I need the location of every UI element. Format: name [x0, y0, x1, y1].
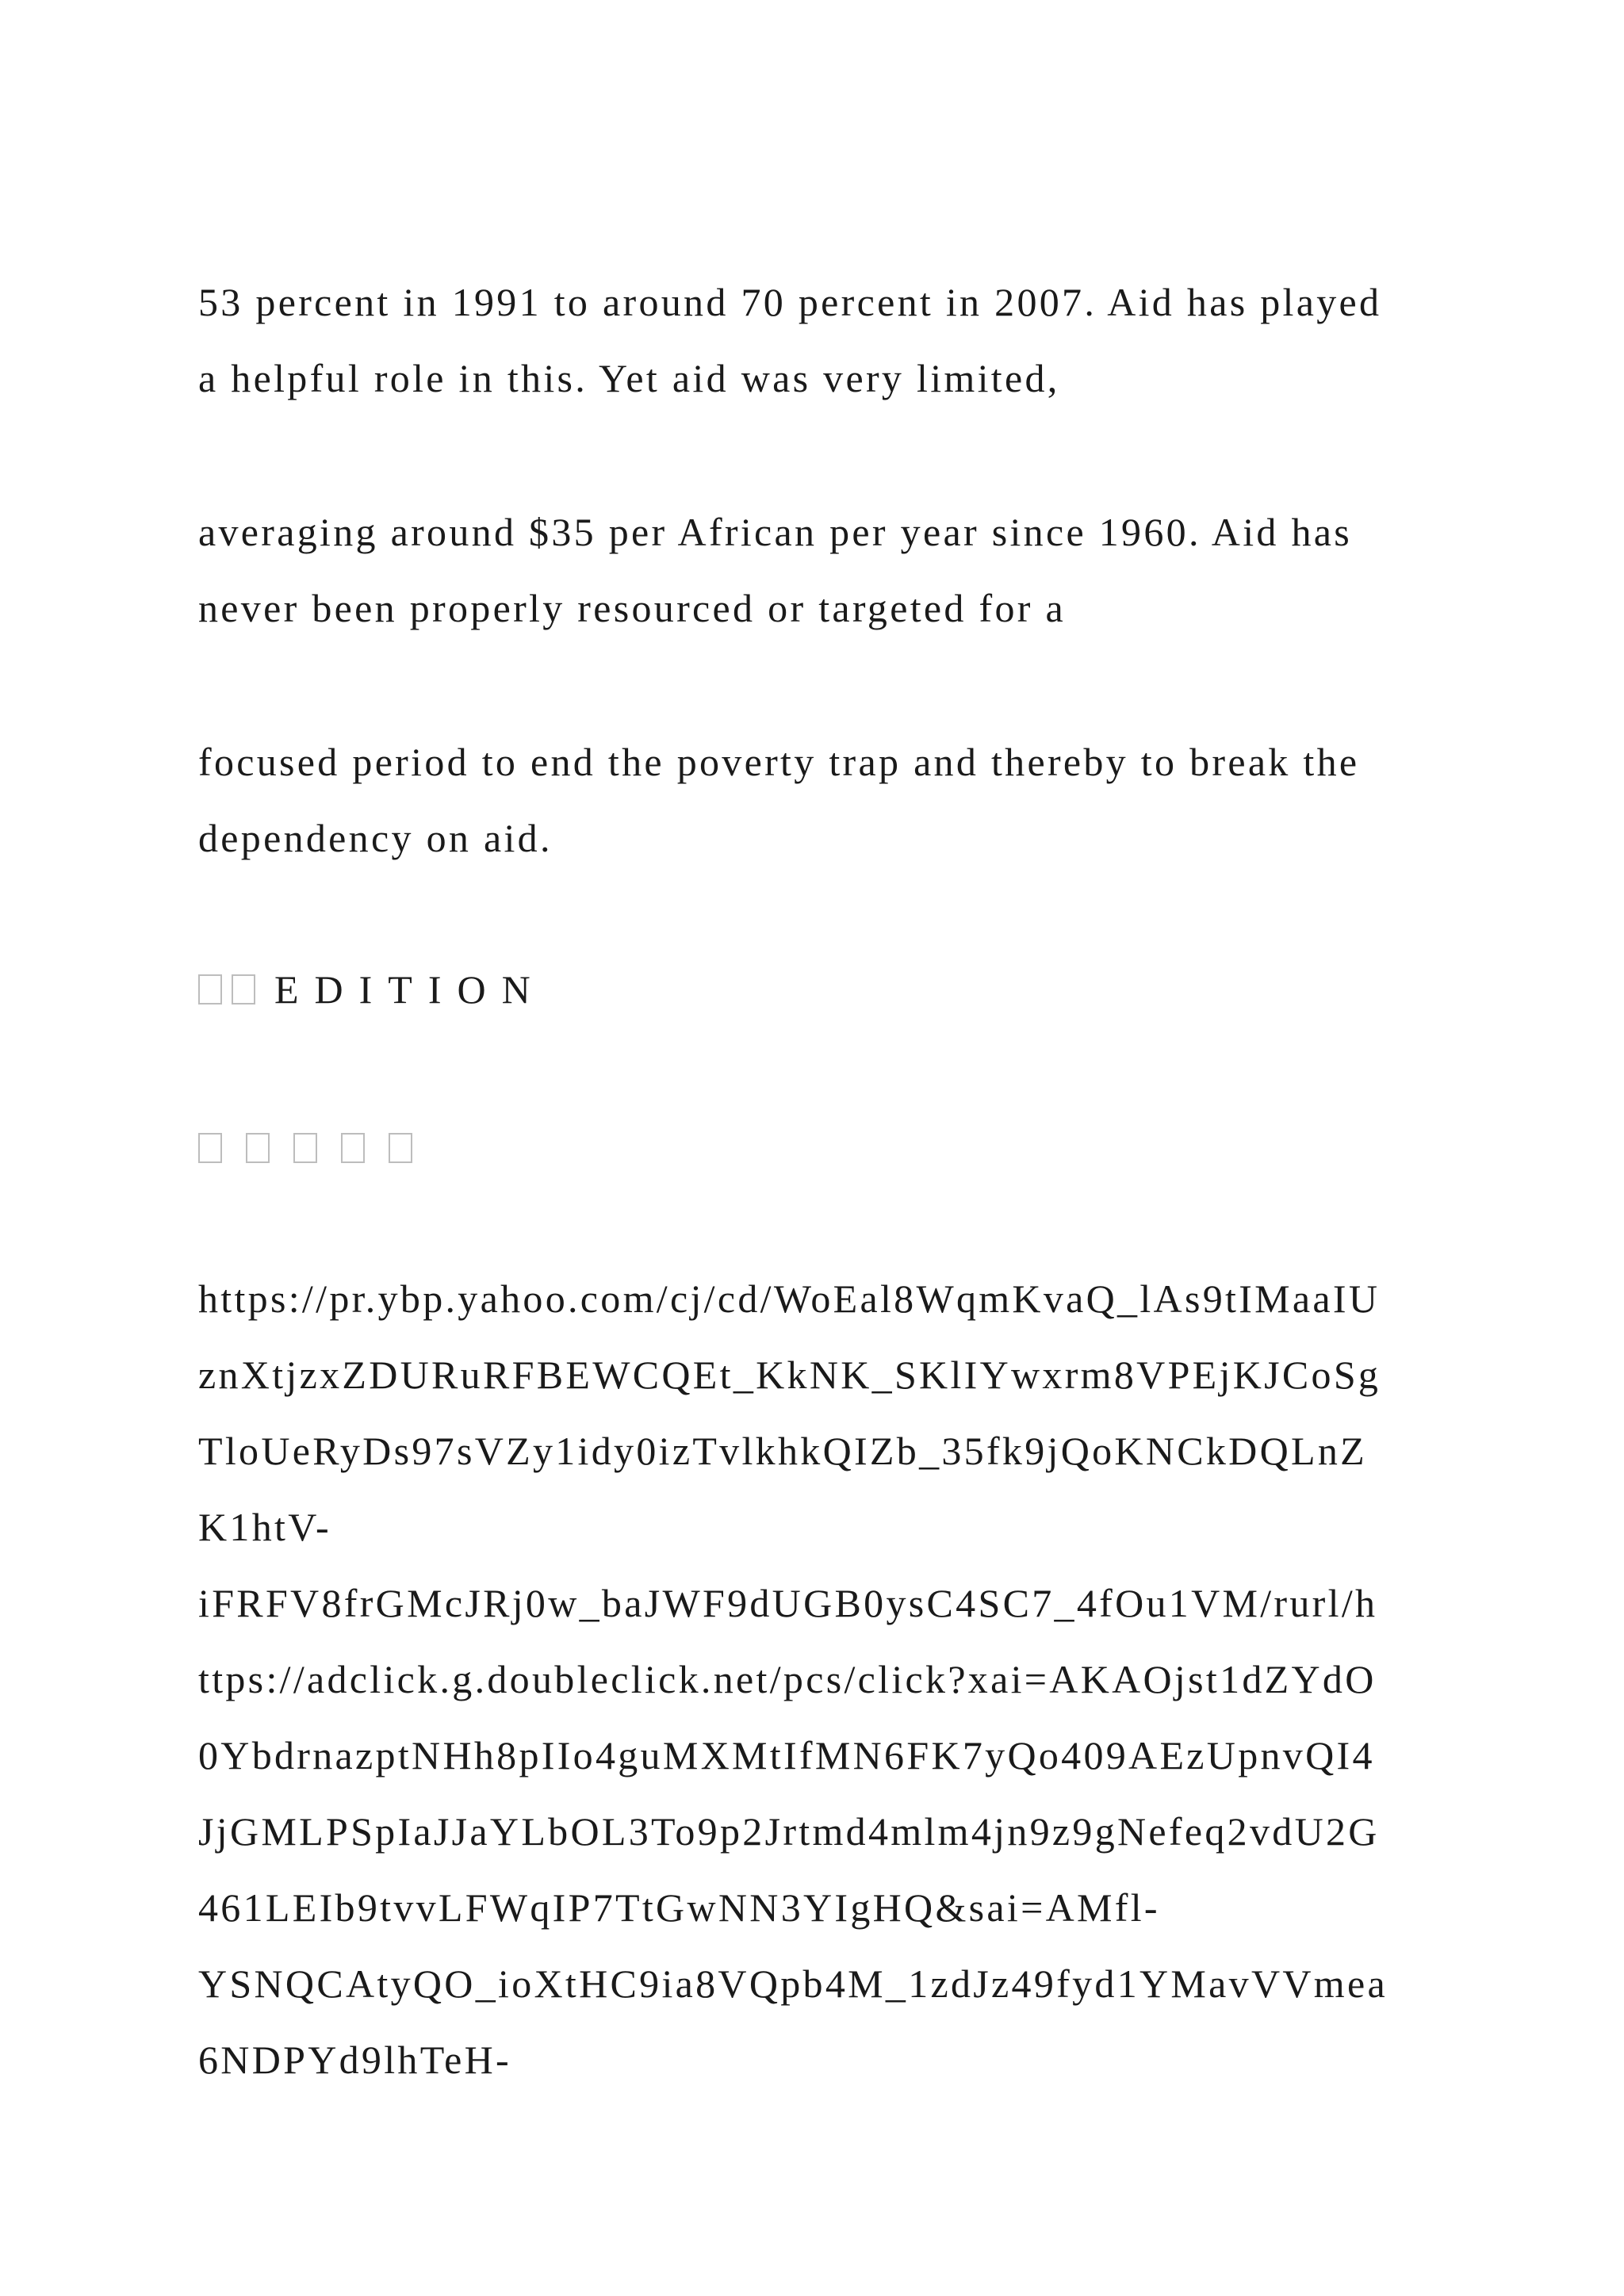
url-line: https://pr.ybp.yahoo.com/cj/cd/WoEal8WqmKvaQ_lAs9tIMaaIU [198, 1276, 1381, 1321]
edition-heading [198, 951, 546, 1027]
paragraph-3 [198, 724, 1451, 876]
paragraph-2 [198, 494, 1451, 646]
url-line: znXtjzxZDURuRFBEWCQEt_KkNK_SKlIYwxrm8VPEjKJCoSg [198, 1353, 1381, 1397]
paragraph-line: a helpful role in this. Yet aid was very limited, [198, 356, 1060, 400]
missing-glyph-icon [389, 1133, 412, 1163]
url-block [198, 1261, 1467, 2098]
missing-glyph-icon [246, 1133, 270, 1163]
url-line: YSNQCAtyQO_ioXtHC9ia8VQpb4M_1zdJz49fyd1YMavVVmea [198, 1961, 1388, 2006]
paragraph-line: averaging around $35 per African per year since 1960. Aid has [198, 510, 1353, 554]
url-line: TloUeRyDs97sVZy1idy0izTvlkhkQIZb_35fk9jQoKNCkDQLnZ [198, 1429, 1367, 1473]
missing-glyph-icon [232, 974, 255, 1004]
paragraph-line: focused period to end the poverty trap and thereby to break the [198, 740, 1360, 784]
url-line: iFRFV8frGMcJRj0w_baJWF9dUGB0ysC4SC7_4fOu1VM/rurl/h [198, 1581, 1378, 1625]
url-line: 6NDPYd9lhTeH- [198, 2038, 511, 2082]
url-line: K1htV- [198, 1505, 331, 1549]
url-line: 0YbdrnazptNHh8pIIo4guMXMtIfMN6FK7yQo409AEzUpnvQI4 [198, 1733, 1375, 1777]
missing-glyph-row [198, 1110, 436, 1186]
missing-glyph-icon [198, 1133, 222, 1163]
missing-glyph-icon [293, 1133, 317, 1163]
paragraph-line: never been properly resourced or targeted for a [198, 586, 1066, 630]
url-line: JjGMLPSpIaJJaYLbOL3To9p2Jrtmd4mlm4jn9z9gNefeq2vdU2G [198, 1809, 1380, 1854]
edition-label: EDITION [274, 967, 546, 1012]
missing-glyph-icon [198, 974, 222, 1004]
url-line: 461LEIb9tvvLFWqIP7TtGwNN3YIgHQ&sai=AMfl- [198, 1885, 1160, 1930]
paragraph-line: 53 percent in 1991 to around 70 percent in 2007. Aid has played [198, 280, 1382, 324]
missing-glyph-icon [341, 1133, 365, 1163]
url-line: ttps://adclick.g.doubleclick.net/pcs/click?xai=AKAOjst1dZYdO [198, 1657, 1377, 1701]
paragraph-1 [198, 264, 1451, 416]
paragraph-line: dependency on aid. [198, 816, 553, 860]
